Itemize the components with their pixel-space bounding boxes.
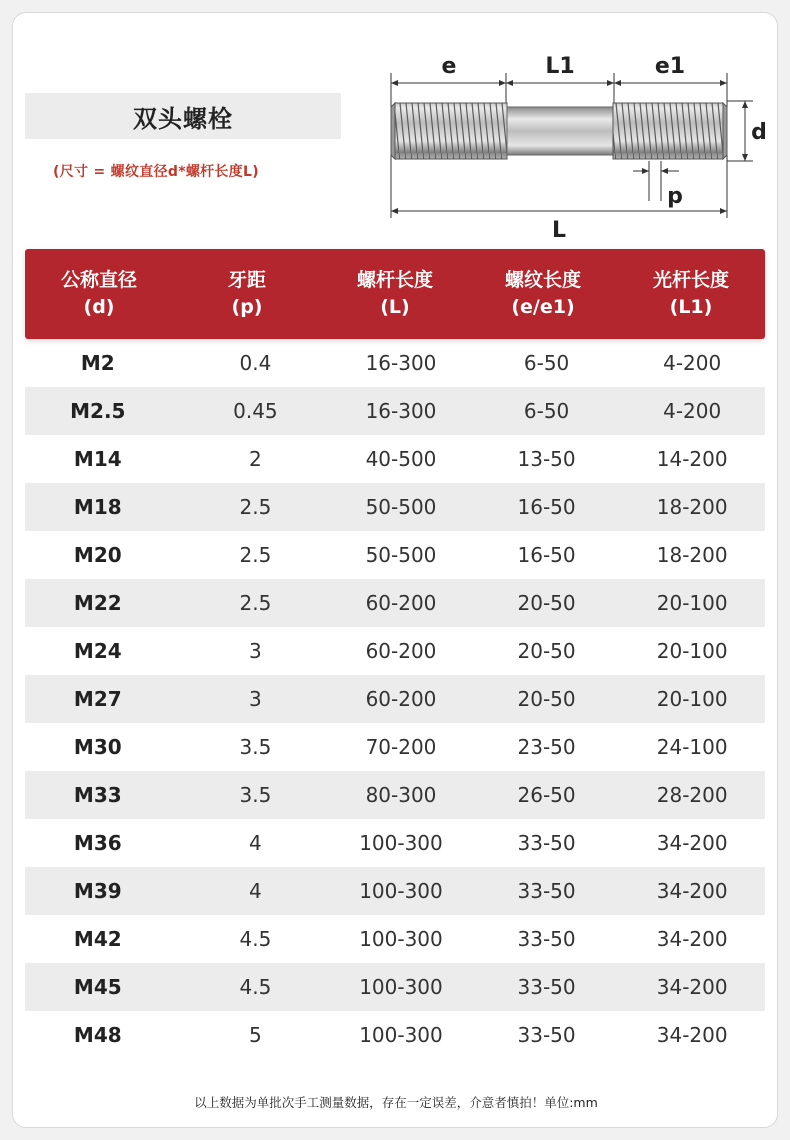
cell-shank-length: 34-200 <box>656 879 728 903</box>
product-title: 双头螺栓 <box>25 93 341 139</box>
cell-pitch: 2 <box>249 447 262 471</box>
chamfer-left <box>391 103 395 159</box>
cell-thread-length: 16-50 <box>517 543 576 567</box>
thread-right <box>613 103 723 159</box>
table-row <box>25 531 765 579</box>
cell-diameter: M20 <box>73 543 122 567</box>
cell-thread-length: 13-50 <box>517 447 576 471</box>
size-formula-note: (尺寸 = 螺纹直径d*螺杆长度L) <box>53 164 259 180</box>
cell-diameter: M14 <box>73 447 122 471</box>
measurement-disclaimer: 以上数据为单批次手工测量数据，存在一定误差，介意者慎拍！单位:mm <box>194 1095 598 1110</box>
table-row <box>25 819 765 867</box>
cell-thread-length: 33-50 <box>517 975 576 999</box>
cell-bolt-length: 50-500 <box>365 495 437 519</box>
cell-diameter: M42 <box>73 927 122 951</box>
cell-diameter: M30 <box>73 735 122 759</box>
cell-shank-length: 34-200 <box>656 831 728 855</box>
table-row <box>25 723 765 771</box>
table-row <box>25 675 765 723</box>
cell-bolt-length: 16-300 <box>365 351 437 375</box>
cell-pitch: 0.45 <box>233 399 278 423</box>
cell-diameter: M18 <box>73 495 122 519</box>
cell-shank-length: 4-200 <box>663 351 722 375</box>
cell-bolt-length: 100-300 <box>359 879 443 903</box>
header-diameter: 公称直径 (d) <box>60 269 137 318</box>
table-header <box>25 249 765 339</box>
cell-pitch: 3 <box>249 687 262 711</box>
table-body <box>25 339 765 1059</box>
cell-pitch: 4 <box>249 831 262 855</box>
cell-diameter: M2 <box>80 351 115 375</box>
cell-diameter: M22 <box>73 591 122 615</box>
cell-bolt-length: 60-200 <box>365 639 437 663</box>
cell-thread-length: 16-50 <box>517 495 576 519</box>
cell-thread-length: 33-50 <box>517 927 576 951</box>
table-row <box>25 1011 765 1059</box>
label-d: d <box>751 120 767 145</box>
cell-pitch: 2.5 <box>239 591 272 615</box>
cell-pitch: 0.4 <box>239 351 272 375</box>
cell-shank-length: 34-200 <box>656 927 728 951</box>
cell-thread-length: 20-50 <box>517 591 576 615</box>
cell-diameter: M45 <box>73 975 122 999</box>
cell-thread-length: 33-50 <box>517 831 576 855</box>
cell-pitch: 2.5 <box>239 543 272 567</box>
cell-diameter: M39 <box>73 879 122 903</box>
cell-shank-length: 14-200 <box>656 447 728 471</box>
table-row <box>25 915 765 963</box>
cell-shank-length: 34-200 <box>656 1023 728 1047</box>
cell-bolt-length: 70-200 <box>365 735 437 759</box>
label-e1: e1 <box>654 54 686 79</box>
cell-thread-length: 6-50 <box>523 399 570 423</box>
cell-shank-length: 18-200 <box>656 543 728 567</box>
cell-bolt-length: 60-200 <box>365 687 437 711</box>
cell-bolt-length: 100-300 <box>359 831 443 855</box>
cell-pitch: 3 <box>249 639 262 663</box>
label-l1: L1 <box>545 54 575 79</box>
chamfer-right <box>723 103 727 159</box>
cell-bolt-length: 80-300 <box>365 783 437 807</box>
cell-bolt-length: 100-300 <box>359 1023 443 1047</box>
cell-thread-length: 23-50 <box>517 735 576 759</box>
cell-thread-length: 26-50 <box>517 783 576 807</box>
cell-diameter: M33 <box>73 783 122 807</box>
table-row <box>25 579 765 627</box>
cell-thread-length: 20-50 <box>517 639 576 663</box>
thread-left <box>395 103 507 159</box>
cell-bolt-length: 40-500 <box>365 447 437 471</box>
plain-shank <box>507 107 613 155</box>
table-row <box>25 963 765 1011</box>
cell-pitch: 5 <box>249 1023 262 1047</box>
cell-pitch: 3.5 <box>239 735 272 759</box>
cell-bolt-length: 16-300 <box>365 399 437 423</box>
cell-shank-length: 24-100 <box>656 735 728 759</box>
table-row <box>25 483 765 531</box>
cell-shank-length: 18-200 <box>656 495 728 519</box>
cell-pitch: 4.5 <box>239 927 272 951</box>
table-row <box>25 867 765 915</box>
cell-thread-length: 33-50 <box>517 879 576 903</box>
cell-thread-length: 6-50 <box>523 351 570 375</box>
cell-pitch: 2.5 <box>239 495 272 519</box>
cell-pitch: 3.5 <box>239 783 272 807</box>
cell-shank-length: 4-200 <box>663 399 722 423</box>
table-row <box>25 627 765 675</box>
cell-shank-length: 20-100 <box>656 687 728 711</box>
table-row <box>25 339 765 387</box>
label-p: p <box>667 184 683 209</box>
cell-shank-length: 20-100 <box>656 591 728 615</box>
spec-card <box>12 12 778 1128</box>
table-row <box>25 387 765 435</box>
cell-diameter: M2.5 <box>70 399 126 423</box>
cell-diameter: M24 <box>73 639 122 663</box>
header-bolt-length: 螺杆长度 (L) <box>356 269 433 318</box>
cell-pitch: 4.5 <box>239 975 272 999</box>
header-thread-length: 螺纹长度 (e/e1) <box>504 269 581 318</box>
label-e: e <box>441 54 457 79</box>
header-shank-length: 光杆长度 (L1) <box>652 269 729 318</box>
cell-shank-length: 20-100 <box>656 639 728 663</box>
header-pitch: 牙距 (p) <box>227 269 266 318</box>
cell-thread-length: 20-50 <box>517 687 576 711</box>
table-row <box>25 771 765 819</box>
cell-diameter: M27 <box>73 687 122 711</box>
cell-bolt-length: 50-500 <box>365 543 437 567</box>
cell-thread-length: 33-50 <box>517 1023 576 1047</box>
cell-shank-length: 34-200 <box>656 975 728 999</box>
label-l: L <box>551 218 567 243</box>
stud-bolt-diagram <box>363 33 773 243</box>
cell-shank-length: 28-200 <box>656 783 728 807</box>
cell-pitch: 4 <box>249 879 262 903</box>
spec-table <box>25 249 765 1059</box>
cell-bolt-length: 100-300 <box>359 975 443 999</box>
cell-bolt-length: 100-300 <box>359 927 443 951</box>
cell-diameter: M36 <box>73 831 122 855</box>
cell-bolt-length: 60-200 <box>365 591 437 615</box>
table-row <box>25 435 765 483</box>
cell-diameter: M48 <box>73 1023 122 1047</box>
